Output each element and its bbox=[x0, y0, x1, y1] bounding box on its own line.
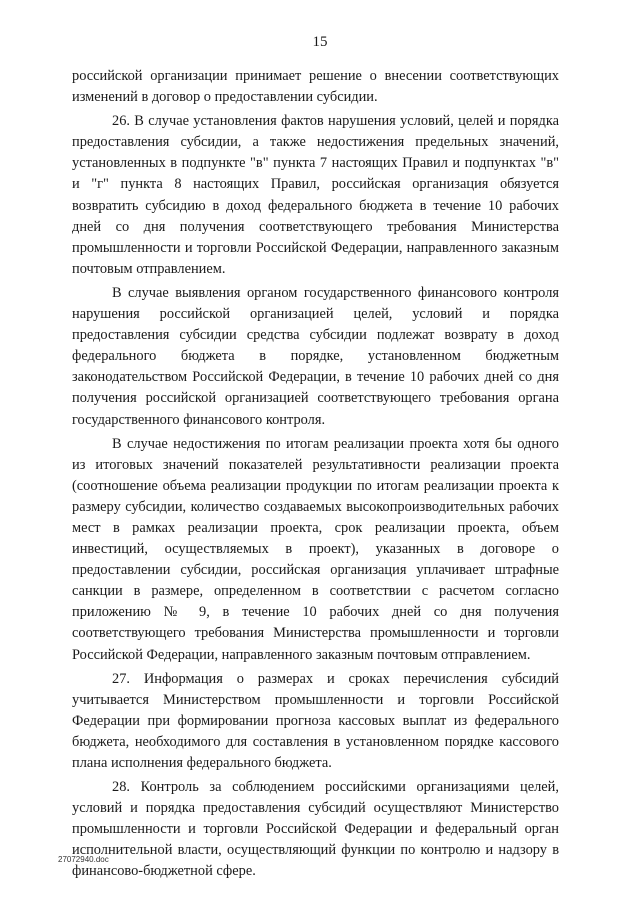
paragraph-clause-27: 27. Информация о размерах и сроках перечисления субсидий учитывается Министерством промышленности и торговли Российской Федерации при формировании прогноза кассовых выплат из федерального бюджета, необходимого для составления в установленном порядке кассового плана исполнения федерального бюджета. bbox=[72, 670, 559, 771]
footer-filename: 27072940.doc bbox=[58, 855, 109, 864]
document-body bbox=[72, 66, 559, 883]
paragraph-clause-28: 28. Контроль за соблюдением российскими организациями целей, условий и порядка предоставления субсидий осуществляют Министерство промышленности и торговли Российской Федерации и федеральный орган исполнительной власти, осуществляющий функции по контролю и надзору в финансово-бюджетной сфере. bbox=[72, 779, 559, 880]
page-number: 15 bbox=[312, 34, 328, 50]
paragraph-clause-26: 26. В случае установления фактов нарушения условий, целей и порядка предоставления субсидии, а также недостижения предельных значений, установленных в подпункте "в" пункта 7 настоящих Правил и подпунктах "в" и "г" пункта 8 настоящих Правил, российская организация обязуется возвратить субсидию в доход федерального бюджета в течение 10 рабочих дней со дня получения соответствующего требования Министерства промышленности и торговли Российской Федерации, направленного заказным почтовым отправлением. bbox=[72, 113, 559, 277]
paragraph-financial-control: В случае выявления органом государственного финансового контроля нарушения российской организацией целей, условий и порядка предоставления субсидии средства субсидии подлежат возврату в доход федерального бюджета в порядке, установленном бюджетным законодательством Российской Федерации, в течение 10 рабочих дней со дня получения российской организацией соответствующего требования органа государственного финансового контроля. bbox=[72, 284, 559, 428]
paragraph-continuation: российской организации принимает решение о внесении соответствующих изменений в договор о предоставлении субсидии. bbox=[72, 68, 559, 106]
paragraph-penalties: В случае недостижения по итогам реализации проекта хотя бы одного из итоговых значений показателей результативности реализации проекта (соотношение объема реализации продукции по итогам реализации проекта к размеру субсидии, количество создаваемых высокопроизводительных рабочих мест в рамках реализации проекта, срок реализации проекта, объем инвестиций, осуществляемых в проект), указанных в договоре о предоставлении субсидии, российская организация уплачивает штрафные санкции в размере, определенном в соответствии с расчетом согласно приложению № 9, в течение 10 рабочих дней со дня получения соответствующего требования Министерства промышленности и торговли Российской Федерации, направленного заказным почтовым отправлением. bbox=[72, 435, 559, 663]
